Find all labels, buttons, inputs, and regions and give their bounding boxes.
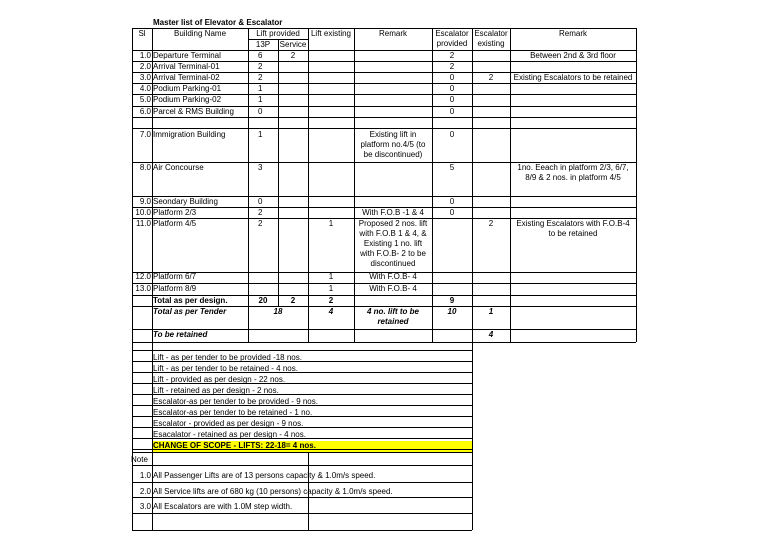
row-remark: With F.O.B- 4 xyxy=(369,272,417,281)
row-escalator-provided: 0 xyxy=(449,130,455,139)
row-lift-existing: 1 xyxy=(328,284,334,293)
grid-hline xyxy=(132,513,472,514)
grid-hline xyxy=(132,83,636,84)
row-sl: 7.0 xyxy=(139,130,151,139)
row-escalator-provided: 0 xyxy=(449,107,455,116)
note-label: Note xyxy=(131,455,148,464)
summary-line: Escalator-as per tender to be retained - 1 no. xyxy=(153,408,313,417)
grid-hline xyxy=(132,449,472,450)
row-building-name: Podium Parking-01 xyxy=(153,84,222,93)
note-text: All Service lifts are of 680 kg (10 persons) capacity & 1.0m/s speed. xyxy=(153,487,393,496)
row-escalator-provided: 2 xyxy=(449,62,455,71)
row-sl: 13.0 xyxy=(135,284,151,293)
row-escalator-provided: 0 xyxy=(449,208,455,217)
total-design-label: Total as per design. xyxy=(153,296,228,305)
row-lift-13p: 1 xyxy=(258,84,263,93)
row-lift-13p: 6 xyxy=(258,51,263,60)
row-sl: 5.0 xyxy=(139,95,151,104)
row-building-name: Immigration Building xyxy=(153,130,226,139)
grid-hline xyxy=(132,207,636,208)
row-escalator-provided: 0 xyxy=(449,95,455,104)
header-remark: Remark xyxy=(378,29,407,38)
grid-hline xyxy=(132,394,472,395)
row-lift-13p: 2 xyxy=(258,62,263,71)
row-escalator-existing: 2 xyxy=(488,219,494,228)
row-lift-13p: 1 xyxy=(258,95,263,104)
grid-vline xyxy=(308,452,309,530)
note-number: 2.0 xyxy=(139,487,151,496)
row-sl: 2.0 xyxy=(139,62,151,71)
row-escalator-existing: 2 xyxy=(488,73,494,82)
total-tender-esc-existing: 1 xyxy=(488,307,494,316)
note-text: All Passenger Lifts are of 13 persons capacity & 1.0m/s speed. xyxy=(153,471,376,480)
grid-hline xyxy=(132,372,472,373)
total-tender-remark: 4 no. lift to be retained xyxy=(367,307,419,326)
row-lift-13p: 2 xyxy=(258,208,263,217)
grid-hline xyxy=(132,405,472,406)
grid-hline xyxy=(132,329,636,330)
grid-hline xyxy=(132,342,636,343)
change-of-scope: CHANGE OF SCOPE - LIFTS: 22-18= 4 nos. xyxy=(153,441,316,450)
header-13p: 13P xyxy=(255,40,271,49)
grid-hline xyxy=(132,196,636,197)
grid-hline xyxy=(132,427,472,428)
row-escalator-provided: 2 xyxy=(449,51,455,60)
total-design-escalator: 9 xyxy=(449,296,455,305)
row-remark: Proposed 2 nos. lift with F.O.B 1 & 4, & Existing 1 no. lift with F.O.B- 2 to be discontinued xyxy=(358,219,428,268)
grid-hline xyxy=(132,72,636,73)
row-escalator-provided: 0 xyxy=(449,73,455,82)
grid-hline xyxy=(132,106,636,107)
header-building-name: Building Name xyxy=(173,29,227,38)
row-lift-13p: 3 xyxy=(258,163,263,172)
row-lift-13p: 1 xyxy=(258,130,263,139)
row-remark: Existing lift in platform no.4/5 (to be discontinued) xyxy=(360,130,426,159)
header-service: Service xyxy=(279,40,307,49)
row-sl: 9.0 xyxy=(139,197,151,206)
header-sl: Sl xyxy=(138,29,146,38)
grid-hline xyxy=(132,465,472,466)
row-lift-13p: 0 xyxy=(258,107,263,116)
grid-hline xyxy=(132,218,636,219)
note-text: All Escalators are with 1.0M step width. xyxy=(153,502,293,511)
note-number: 1.0 xyxy=(139,471,151,480)
grid-hline xyxy=(132,306,636,307)
total-design-existing: 2 xyxy=(328,296,334,305)
row-building-name: Departure Terminal xyxy=(153,51,221,60)
row-building-name: Platform 6/7 xyxy=(153,272,197,281)
grid-vline xyxy=(278,39,279,306)
row-sl: 11.0 xyxy=(136,219,151,228)
row-lift-13p: 2 xyxy=(258,219,263,228)
grid-hline xyxy=(132,283,636,284)
grid-vline xyxy=(152,452,153,530)
grid-hline xyxy=(132,28,636,29)
summary-line: Escalator-as per tender to be provided - 9 nos. xyxy=(153,397,318,406)
row-sl: 8.0 xyxy=(139,163,151,172)
sheet-title: Master list of Elevator & Escalator xyxy=(153,18,283,27)
row-lift-service: 2 xyxy=(290,51,296,60)
row-building-name: Arrival Terminal-01 xyxy=(153,62,220,71)
grid-hline xyxy=(132,383,472,384)
summary-line: Lift - provided as per design - 22 nos. xyxy=(153,375,286,384)
grid-hline xyxy=(132,452,472,453)
row-escalator-provided: 5 xyxy=(449,163,455,172)
total-design-13p: 20 xyxy=(258,296,268,305)
row-remark-2: Existing Escalators to be retained xyxy=(513,73,633,82)
row-lift-existing: 1 xyxy=(328,272,334,281)
row-building-name: Arrival Terminal-02 xyxy=(153,73,220,82)
total-tender-label: Total as per Tender xyxy=(153,307,227,316)
header-lift-provided: Lift provided xyxy=(256,29,300,38)
row-sl: 1.0 xyxy=(139,51,151,60)
row-building-name: Parcel & RMS Building xyxy=(153,107,234,116)
row-remark-2: Existing Escalators with F.O.B-4 to be retained xyxy=(516,219,630,238)
header-escalator-provided: Escalator provided xyxy=(435,29,469,48)
grid-vline xyxy=(132,452,133,530)
retained-label: To be retained xyxy=(153,330,208,339)
retained-esc-existing: 4 xyxy=(488,330,494,339)
grid-hline xyxy=(132,361,472,362)
grid-vline xyxy=(636,28,637,342)
grid-hline xyxy=(132,272,636,273)
note-number: 3.0 xyxy=(139,502,151,511)
header-remark-2: Remark xyxy=(558,29,587,38)
row-building-name: Platform 4/5 xyxy=(153,219,197,228)
total-tender-existing: 4 xyxy=(328,307,334,316)
grid-hline xyxy=(132,162,636,163)
grid-vline xyxy=(472,452,473,530)
row-sl: 12.0 xyxy=(135,272,151,281)
row-escalator-provided: 0 xyxy=(449,84,455,93)
grid-hline xyxy=(132,295,636,296)
grid-hline xyxy=(132,94,636,95)
header-escalator-existing: Escalator existing xyxy=(474,29,508,48)
summary-line: Esacalator - retained as per design - 4 nos. xyxy=(153,430,306,439)
grid-hline xyxy=(132,350,472,351)
summary-line: Lift - as per tender to be retained - 4 nos. xyxy=(153,364,298,373)
row-remark-2: Between 2nd & 3rd floor xyxy=(530,51,616,60)
row-lift-existing: 1 xyxy=(328,219,334,228)
total-tender-lifts: 18 xyxy=(273,307,283,316)
summary-line: Escalator - provided as per design - 9 nos. xyxy=(153,419,304,428)
row-sl: 4.0 xyxy=(139,84,151,93)
row-building-name: Platform 2/3 xyxy=(153,208,197,217)
row-lift-13p: 0 xyxy=(258,197,263,206)
row-building-name: Seondary Building xyxy=(153,197,218,206)
grid-hline xyxy=(132,128,636,129)
grid-hline xyxy=(132,61,636,62)
grid-hline xyxy=(132,497,472,498)
total-design-service: 2 xyxy=(290,296,296,305)
row-remark-2: 1no. Eeach in platform 2/3, 6/7, 8/9 & 2 nos. in platform 4/5 xyxy=(517,163,629,182)
row-building-name: Air Concourse xyxy=(153,163,204,172)
header-lift-existing: Lift existing xyxy=(310,29,352,38)
row-escalator-provided: 0 xyxy=(449,197,455,206)
summary-line: Lift - retained as per design - 2 nos. xyxy=(153,386,279,395)
row-remark: With F.O.B -1 & 4 xyxy=(362,208,424,217)
total-tender-escalator: 10 xyxy=(447,307,457,316)
row-lift-13p: 2 xyxy=(258,73,263,82)
grid-hline xyxy=(132,438,472,439)
row-building-name: Platform 8/9 xyxy=(153,284,197,293)
row-sl: 6.0 xyxy=(139,107,151,116)
grid-hline xyxy=(132,530,472,531)
grid-hline xyxy=(132,482,472,483)
row-sl: 3.0 xyxy=(139,73,151,82)
grid-hline xyxy=(132,117,636,118)
grid-hline xyxy=(248,39,308,40)
grid-vline xyxy=(472,342,473,454)
row-building-name: Podium Parking-02 xyxy=(153,95,222,104)
row-sl: 10.0 xyxy=(135,208,151,217)
row-remark: With F.O.B- 4 xyxy=(369,284,417,293)
grid-hline xyxy=(132,50,636,51)
grid-hline xyxy=(132,416,472,417)
summary-line: Lift - as per tender to be provided -18 nos. xyxy=(153,353,302,362)
